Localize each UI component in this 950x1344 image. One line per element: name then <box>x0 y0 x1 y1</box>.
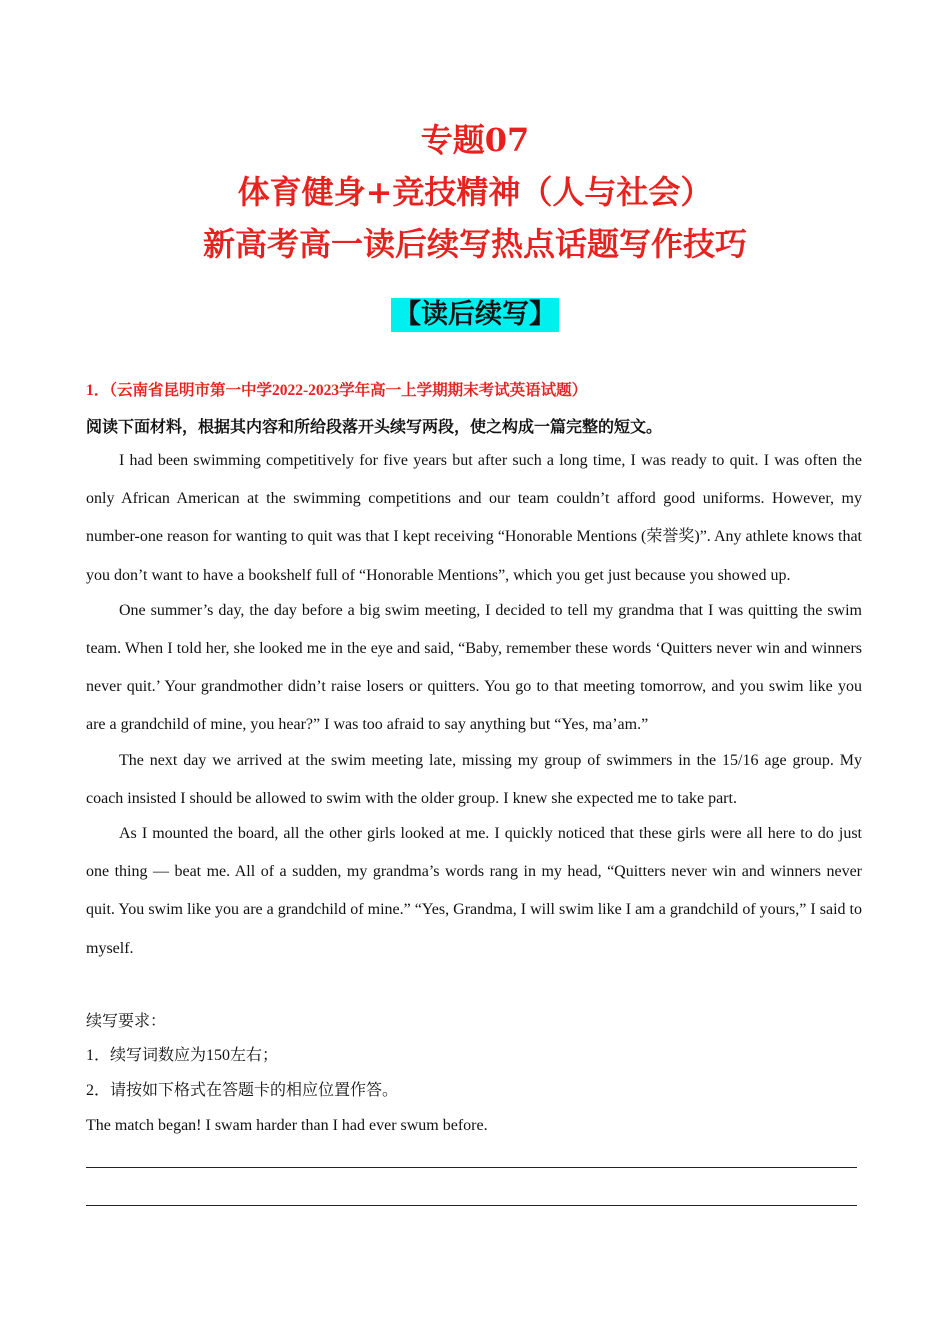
section-label-wrapper <box>0 298 950 332</box>
topic-theme-title: 体育健身+竞技精神（人与社会） <box>237 173 713 211</box>
requirements-heading: 续写要求： <box>86 1013 167 1030</box>
passage-paragraph: As I mounted the board, all the other girls looked at me. I quickly noticed that these girls were all here to do just one thing — beat me. All of a sudden, my grandma’s words rang in my head, “Quitters never win and winners never quit. You swim like you are a grandchild of mine.” “Yes, Grandma, I will swim like I am a grandchild of yours,” I said to myself. <box>86 825 862 957</box>
passage-paragraph: I had been swimming competitively for five years but after such a long time, I was ready to quit. I was often the only African American at the swimming competitions and our team couldn’t afford good uniforms. However, my number-one reason for wanting to quit was that I kept receiving “Honorable Mentions (荣誉奖)”. Any athlete knows that you don’t want to have a bookshelf full of “Honorable Mentions”, which you get just because you showed up. <box>86 452 862 584</box>
topic-number-title: 专题07 <box>420 121 530 159</box>
reading-passage <box>86 442 862 965</box>
question-header: 1．（云南省昆明市第一中学2022-2023学年高一上学期期末考试英语试题） <box>86 382 588 399</box>
topic-subtitle: 新高考高一读后续写热点话题写作技巧 <box>202 225 747 263</box>
answer-line <box>86 1205 857 1206</box>
question-instruction: 阅读下面材料，根据其内容和所给段落开头续写两段，使之构成一篇完整的短文。 <box>86 417 663 436</box>
answer-line <box>86 1167 857 1168</box>
passage-paragraph: The next day we arrived at the swim meeting late, missing my group of swimmers in the 15/16 age group. My coach insisted I should be allowed to swim with the older group. I knew she expected me to take part. <box>86 751 862 807</box>
passage-paragraph: One summer’s day, the day before a big swim meeting, I decided to tell my grandma that I was quitting the swim team. When I told her, she looked me in the eye and said, “Baby, remember these words ‘Quitters never win and winners never quit.’ Your grandmother didn’t raise losers or quitters. You go to that meeting tomorrow, and you swim like you are a grandchild of mine, you hear?” I was too afraid to say anything but “Yes, ma’am.” <box>86 601 862 734</box>
section-label: 【读后续写】 <box>391 298 559 332</box>
requirement-item: 2．请按如下格式在答题卡的相应位置作答。 <box>86 1082 399 1099</box>
requirement-item: 1．续写词数应为150左右； <box>86 1047 279 1064</box>
continuation-starter: The match began! I swam harder than I had ever swum before. <box>86 1117 488 1134</box>
